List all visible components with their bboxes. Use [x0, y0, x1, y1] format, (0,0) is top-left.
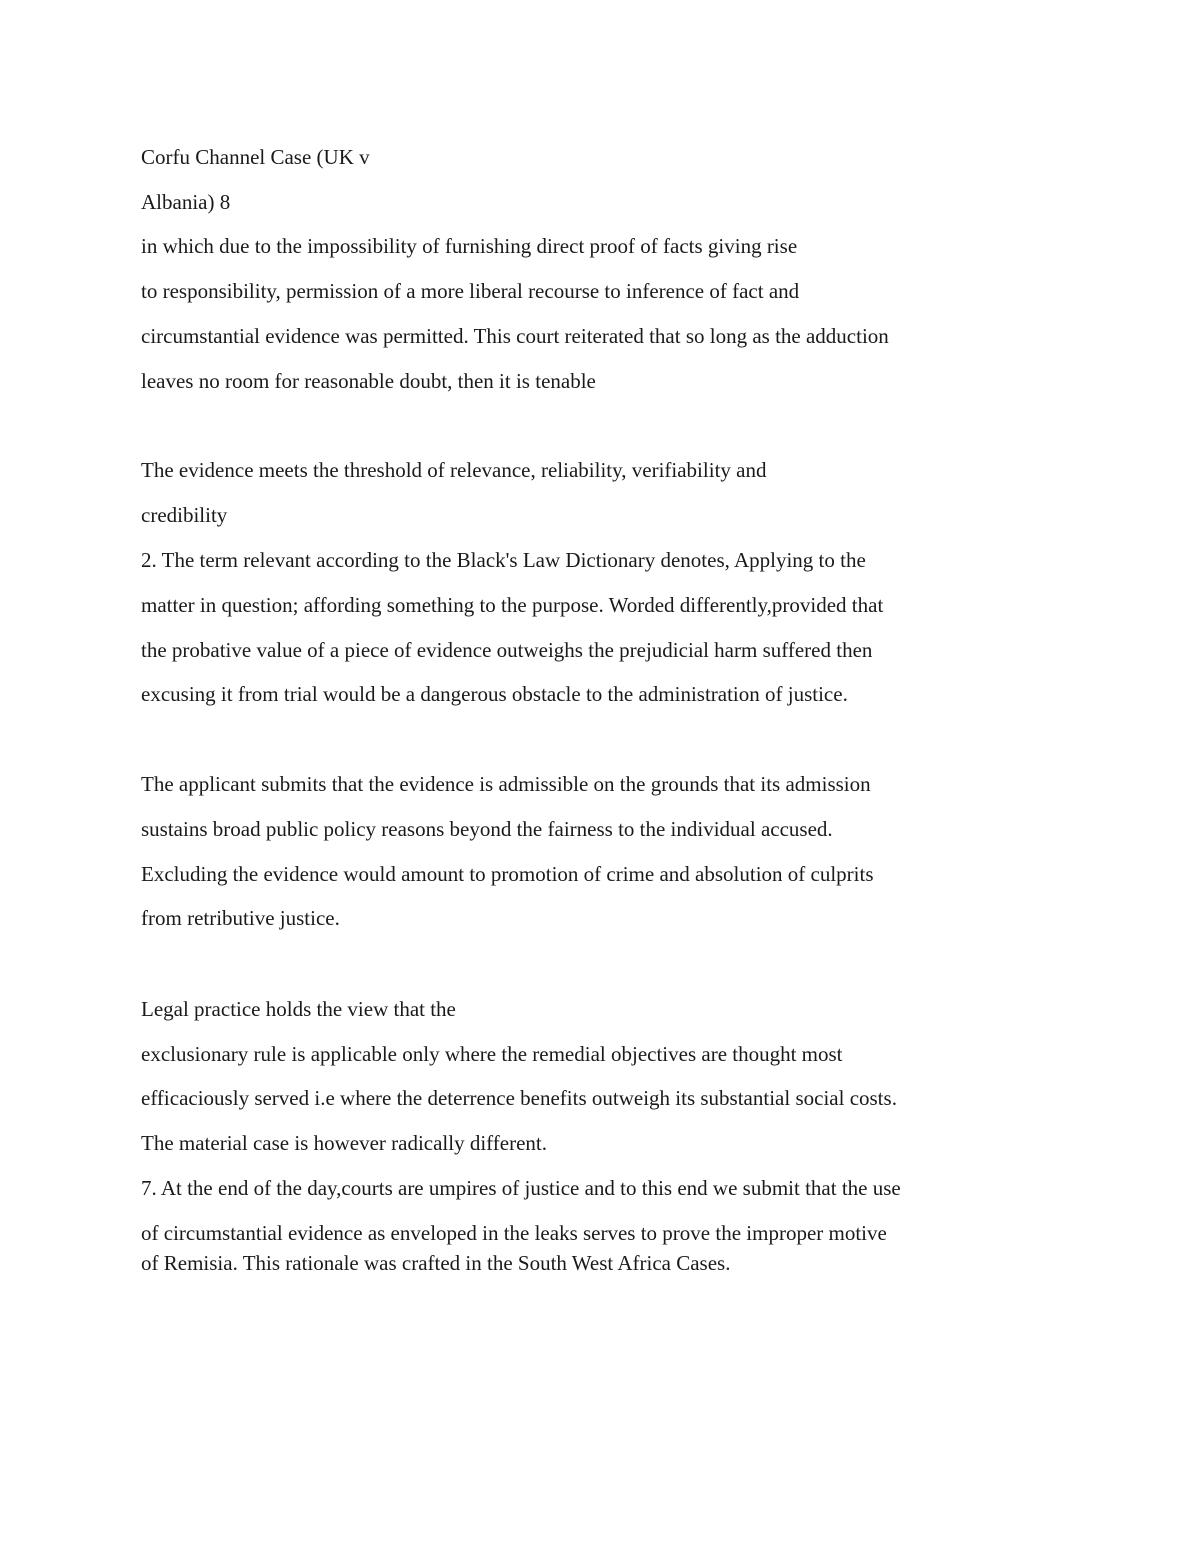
text-line: circumstantial evidence was permitted. This court reiterated that so long as the adduction: [141, 324, 889, 348]
text-line: excusing it from trial would be a dangerous obstacle to the administration of justice.: [141, 682, 848, 706]
text-line: to responsibility, permission of a more liberal recourse to inference of fact and: [141, 279, 800, 303]
text-line: The applicant submits that the evidence is admissible on the grounds that its admission: [141, 772, 871, 796]
text-line: exclusionary rule is applicable only where the remedial objectives are thought most: [141, 1042, 843, 1066]
text-line: Albania) 8: [141, 190, 231, 214]
text-line: leaves no room for reasonable doubt, then it is tenable: [141, 369, 596, 393]
text-line: Legal practice holds the view that the: [141, 997, 456, 1021]
text-line: from retributive justice.: [141, 906, 340, 930]
text-line: matter in question; affording something to the purpose. Worded differently,provided that: [141, 593, 884, 617]
text-line: the probative value of a piece of evidence outweighs the prejudicial harm suffered then: [141, 638, 873, 662]
text-line: of circumstantial evidence as enveloped in the leaks serves to prove the improper motive: [141, 1221, 887, 1245]
text-line: sustains broad public policy reasons beyond the fairness to the individual accused.: [141, 817, 833, 841]
text-line: 2. The term relevant according to the Black's Law Dictionary denotes, Applying to the: [141, 548, 866, 572]
text-line: efficaciously served i.e where the deterrence benefits outweigh its substantial social costs.: [141, 1086, 897, 1110]
text-line: Excluding the evidence would amount to promotion of crime and absolution of culprits: [141, 862, 874, 886]
text-line: Corfu Channel Case (UK v: [141, 145, 370, 169]
text-line: The evidence meets the threshold of relevance, reliability, verifiability and: [141, 458, 767, 482]
text-line: credibility: [141, 503, 228, 527]
text-line: 7. At the end of the day,courts are umpires of justice and to this end we submit that the use: [141, 1176, 901, 1200]
text-line: The material case is however radically different.: [141, 1131, 548, 1155]
text-line: of Remisia. This rationale was crafted in the South West Africa Cases.: [141, 1251, 731, 1275]
text-line: in which due to the impossibility of furnishing direct proof of facts giving rise: [141, 234, 798, 258]
